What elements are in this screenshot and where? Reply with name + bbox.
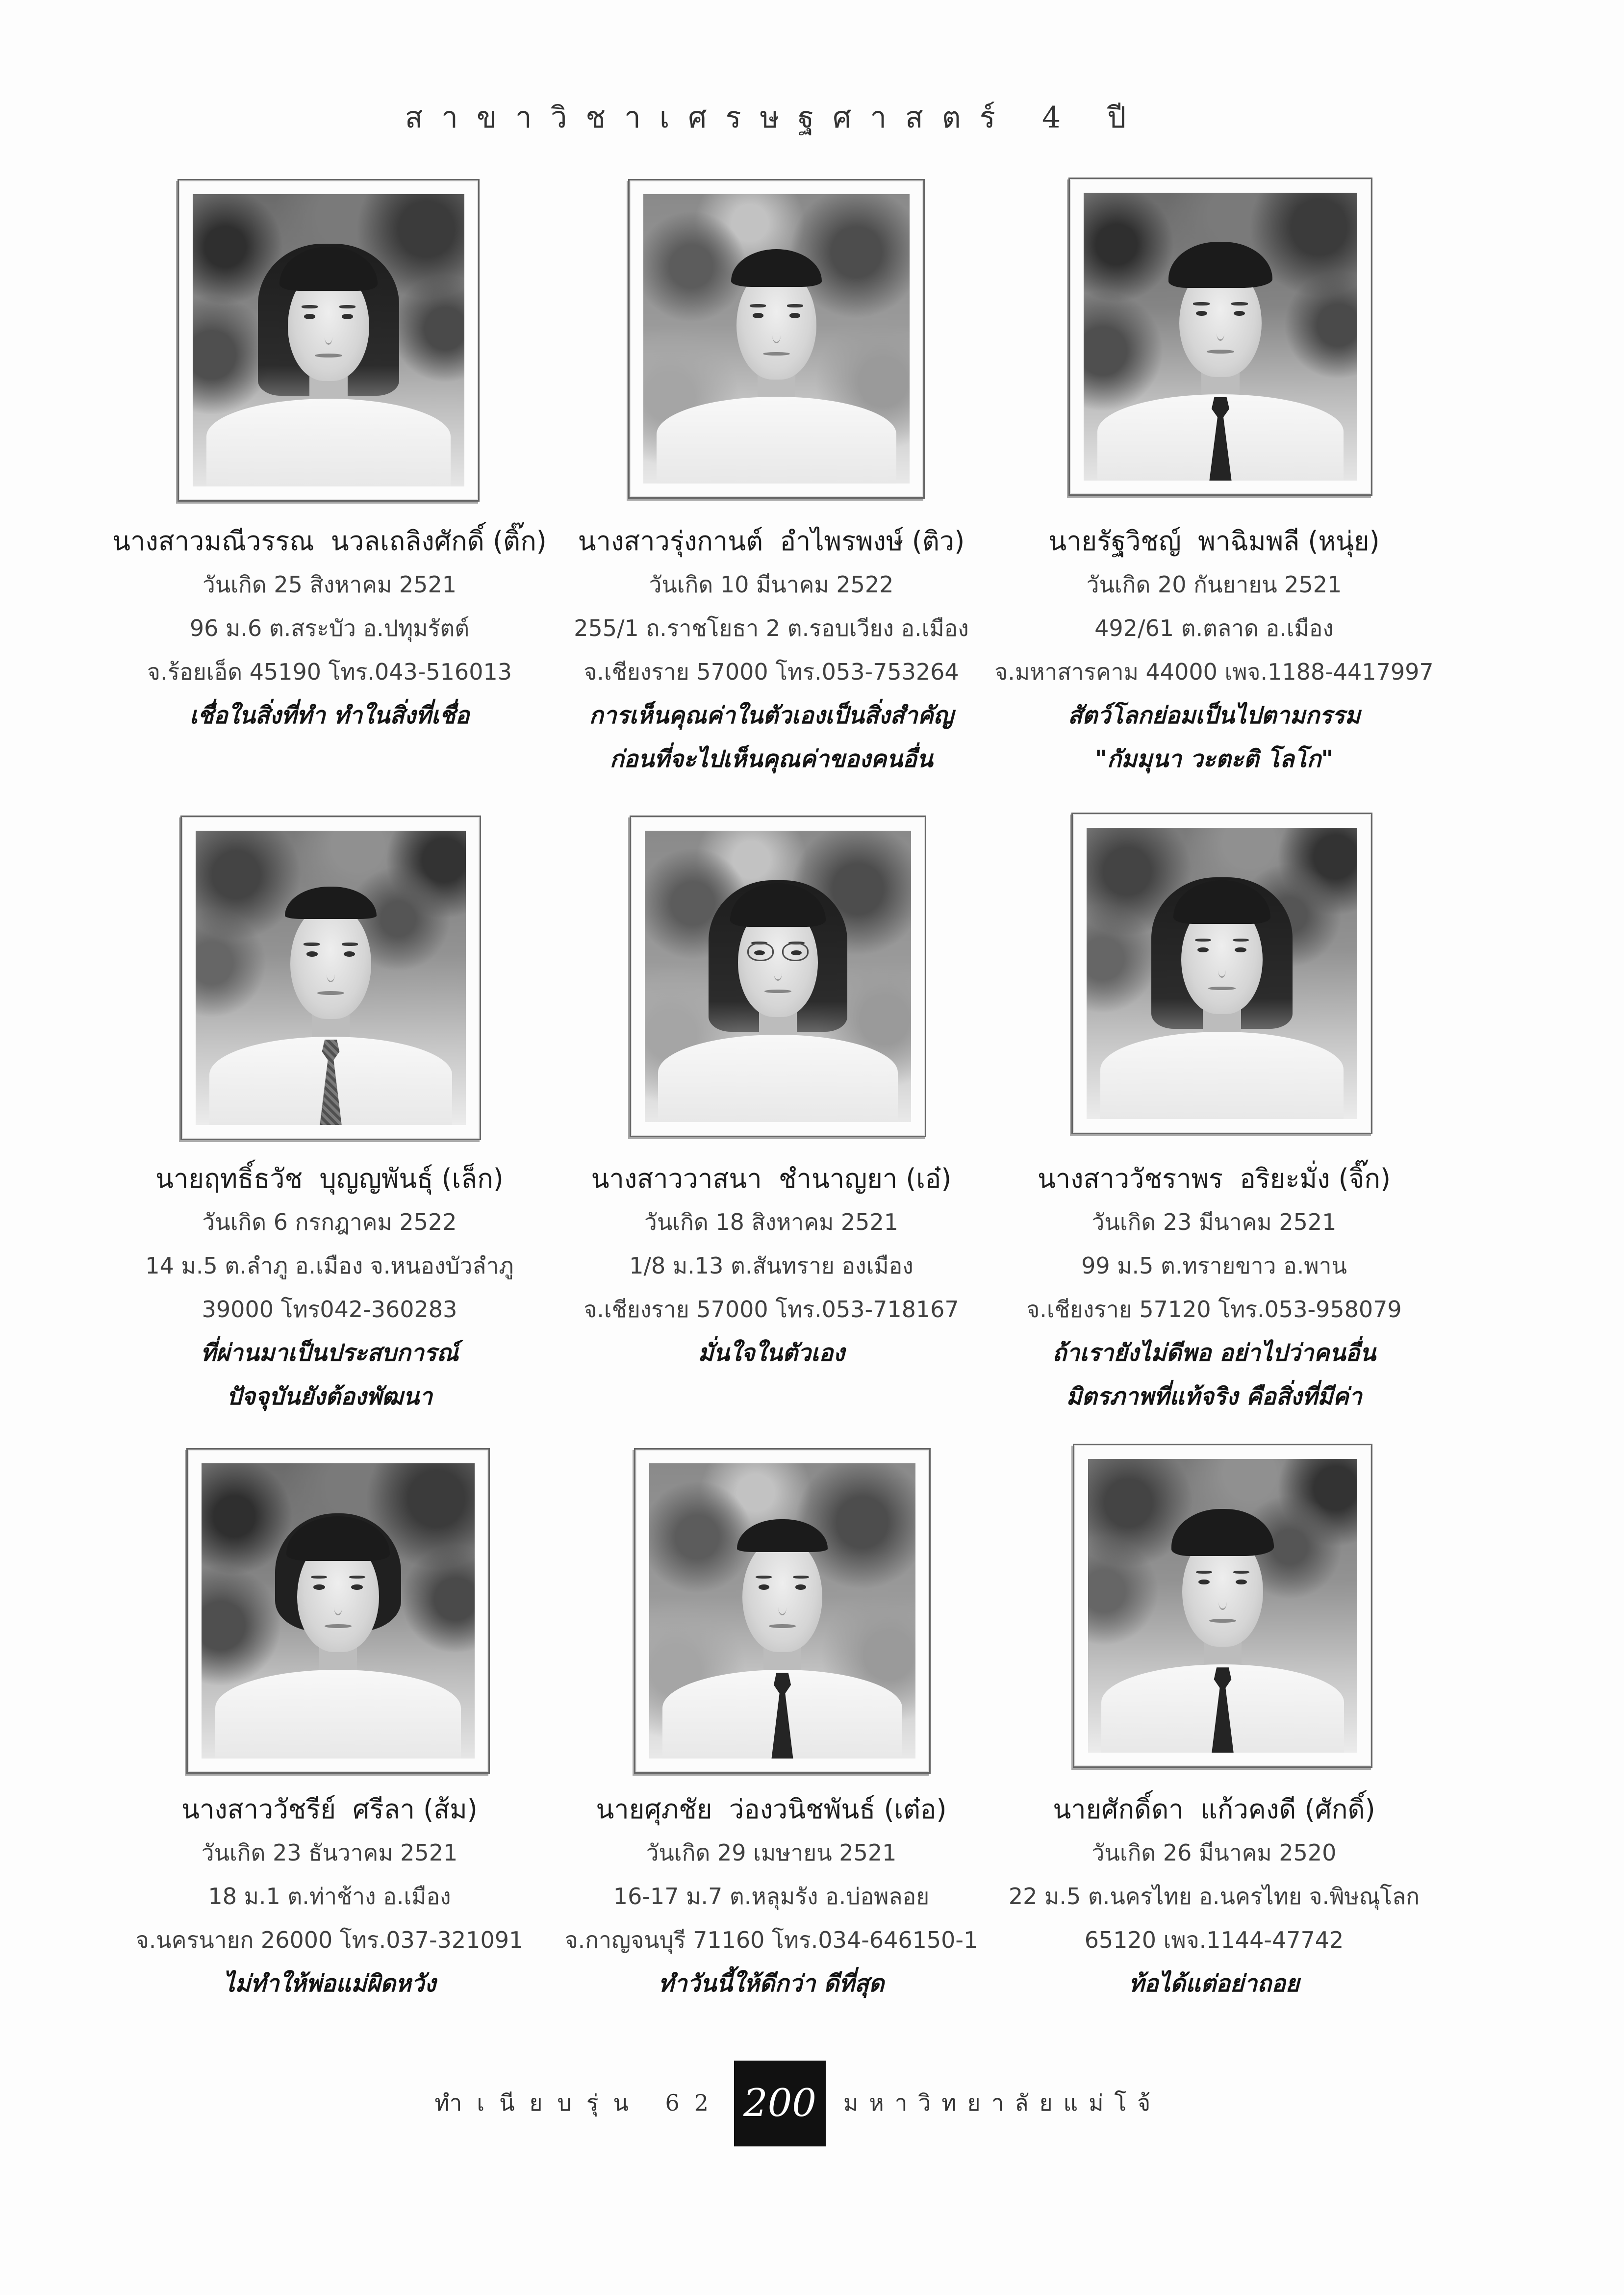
student-address: จ.นครนายก 26000 โทร.037-321091 [135,1927,524,1953]
right-eye [351,1584,362,1590]
student-birthday: วันเกิด 29 เมษายน 2521 [646,1839,897,1866]
right-eye [1235,947,1246,953]
student-name: นางสาววัชราพร อริยะมั่ง (จิ๊ก) [1037,1163,1391,1194]
student-motto: ก่อนที่จะไปเห็นคุณค่าของคนอื่น [609,745,933,773]
student-name: นายฤทธิ์ธวัช บุญญพันธุ์ (เล็ก) [155,1163,504,1194]
face [290,904,371,1019]
right-eyebrow [793,1576,809,1579]
mouth [325,1624,352,1628]
portrait [1088,1459,1357,1753]
face [742,1537,822,1653]
student-motto: การเห็นคุณค่าในตัวเองเป็นสิ่งสำคัญ [589,702,954,729]
portrait [649,1463,915,1759]
student-photo [1071,813,1372,1134]
student-address: จ.ร้อยเอ็ด 45190 โทร.043-516013 [147,659,512,685]
hair [285,887,377,919]
white-shirt [657,397,896,484]
portrait [196,831,466,1125]
nose [1218,962,1226,978]
student-motto: ที่ผ่านมาเป็นประสบการณ์ [201,1339,458,1367]
student-info [546,1787,997,2006]
glasses-lens [782,943,809,962]
student-photo [178,179,480,502]
right-eye [344,951,355,957]
student-info [546,1157,997,1375]
student-address: 1/8 ม.13 ต.สันทราย องเมือง [629,1252,914,1279]
footer-university-name: มหาวิทยาลัยแม่โจ้ [843,2090,1162,2116]
student-address: จ.เชียงราย 57000 โทร.053-753264 [584,659,959,685]
mouth [1207,350,1234,354]
student-info [104,519,555,738]
student-info [546,519,997,781]
left-eyebrow [311,1576,327,1579]
student-photo [628,179,925,499]
student-birthday: วันเกิด 18 สิงหาคม 2521 [644,1209,898,1235]
student-motto: มั่นใจในตัวเอง [698,1339,845,1367]
left-eye [313,1584,325,1590]
student-info [104,1787,555,2006]
mouth [315,354,342,357]
student-address: 65120 เพจ.1144-47742 [1084,1927,1344,1953]
nose [774,965,782,981]
student-motto: มิตรภาพที่แท้จริง คือสิ่งที่มีค่า [1066,1383,1362,1410]
student-birthday: วันเกิด 26 มีนาคม 2520 [1091,1839,1337,1866]
student-address: 255/1 ถ.ราชโยธา 2 ต.รอบเวียง อ.เมือง [574,615,969,641]
nose [1218,1594,1226,1610]
nose [334,1599,342,1615]
right-eyebrow [1233,1571,1249,1574]
student-photo [186,1448,490,1774]
portrait [645,831,911,1122]
student-name: นายศักดิ์ดา แก้วคงดี (ศักดิ์) [1053,1794,1375,1825]
student-name: นางสาวรุ่งกานต์ อำไพรพงษ์ (ติว) [578,526,965,557]
left-eyebrow [302,305,318,308]
right-eyebrow [349,1576,365,1579]
white-shirt [1100,1032,1344,1119]
student-motto: "กัมมุนา วะตะติ โลโก" [1094,745,1334,773]
student-motto: ท้อได้แต่อย่าถอย [1129,1970,1299,1997]
portrait [643,194,910,484]
student-photo [1073,1444,1372,1768]
portrait [202,1463,475,1759]
white-shirt [206,399,451,486]
student-birthday: วันเกิด 25 สิงหาคม 2521 [203,571,457,598]
student-address: 18 ม.1 ต.ท่าช้าง อ.เมือง [208,1883,451,1910]
left-eyebrow [756,1576,772,1579]
student-photo [1068,178,1372,496]
student-birthday: วันเกิด 6 กรกฎาคม 2522 [202,1209,457,1235]
student-address: จ.กาญจนบุรี 71160 โทร.034-646150-1 [564,1927,978,1953]
left-eye [759,1584,770,1590]
nose [772,327,780,343]
left-eyebrow [1196,1571,1212,1574]
left-eyebrow [304,943,320,946]
student-photo [634,1448,931,1774]
hair [1171,1509,1274,1556]
student-info [989,1787,1440,2006]
student-motto: ไม่ทำให้พ่อแม่ผิดหวัง [223,1970,436,1997]
student-address: 14 ม.5 ต.ลำภู อ.เมือง จ.หนองบัวลำภู [145,1252,514,1279]
student-photo [180,816,481,1140]
section-title: สาขาวิชาเศรษฐศาสตร์ 4 ปี [405,101,1145,135]
student-name: นายรัฐวิชญ์ พาฉิมพลี (หนุ่ย) [1048,526,1380,557]
student-photo [630,816,926,1137]
student-address: 16-17 ม.7 ต.หลุมรัง อ.บ่อพลอย [613,1883,930,1910]
left-eyebrow [1193,302,1209,305]
mouth [769,1624,795,1628]
hair [737,1519,828,1552]
student-name: นางสาววาสนา ชำนาญยา (เอ๋) [591,1163,952,1194]
portrait [1087,828,1357,1119]
portrait [193,194,464,486]
white-shirt [215,1670,461,1759]
white-shirt [658,1035,898,1122]
mouth [317,991,344,995]
nose [325,329,333,345]
right-eye [342,314,353,319]
left-eye [753,313,764,318]
hair [731,249,822,287]
page-number: 200 [734,2061,826,2146]
footer-yearbook-label: ทำเนียบรุ่น 62 [434,2090,723,2116]
right-eyebrow [1231,302,1247,305]
right-eye [795,1584,807,1590]
student-motto: เชื่อในสิ่งที่ทำ ทำในสิ่งที่เชื่อ [189,702,470,729]
right-eyebrow [787,304,803,307]
student-name: นางสาววัชรีย์ ศรีลา (ส้ม) [181,1794,478,1825]
right-eyebrow [1233,939,1249,942]
student-name: นางสาวมณีวรรณ นวลเถลิงศักดิ์ (ติ๊ก) [112,526,547,557]
student-info [989,519,1440,781]
student-name: นายศุภชัย ว่องวนิชพันธ์ (เต๋อ) [596,1794,947,1825]
nose [327,966,335,982]
student-motto: ปัจจุบันยังต้องพัฒนา [227,1383,432,1410]
right-eye [789,313,801,318]
student-birthday: วันเกิด 23 ธันวาคม 2521 [201,1839,458,1866]
nose [778,1599,786,1615]
student-address: 39000 โทร042-360283 [202,1296,457,1323]
student-birthday: วันเกิด 10 มีนาคม 2522 [649,571,894,598]
hair [1168,242,1272,288]
student-address: จ.มหาสารคาม 44000 เพจ.1188-4417997 [994,659,1434,685]
right-eyebrow [339,305,355,308]
left-eye [306,951,318,957]
mouth [763,352,789,356]
student-address: 492/61 ต.ตลาด อ.เมือง [1094,615,1334,641]
student-address: จ.เชียงราย 57120 โทร.053-958079 [1026,1296,1402,1323]
student-birthday: วันเกิด 23 มีนาคม 2521 [1091,1209,1337,1235]
student-info [104,1157,555,1419]
left-eyebrow [750,304,766,307]
portrait [1084,193,1357,481]
right-eyebrow [342,943,358,946]
student-motto: สัตว์โลกย่อมเป็นไปตามกรรม [1067,702,1361,729]
student-motto: ถ้าเรายังไม่ดีพอ อย่าไปว่าคนอื่น [1052,1339,1376,1367]
student-motto: ทำวันนี้ให้ดีกว่า ดีที่สุด [658,1970,885,1997]
student-address: 99 ม.5 ต.ทรายขาว อ.พาน [1081,1252,1347,1279]
glasses-lens [747,943,774,962]
student-info [989,1157,1440,1419]
student-birthday: วันเกิด 20 กันยายน 2521 [1086,571,1342,598]
student-address: จ.เชียงราย 57000 โทร.053-718167 [584,1296,959,1323]
student-address: 22 ม.5 ต.นครไทย อ.นครไทย จ.พิษณุโลก [1008,1883,1420,1910]
left-eyebrow [1195,939,1211,942]
student-address: 96 ม.6 ต.สระบัว อ.ปทุมรัตต์ [189,615,470,641]
